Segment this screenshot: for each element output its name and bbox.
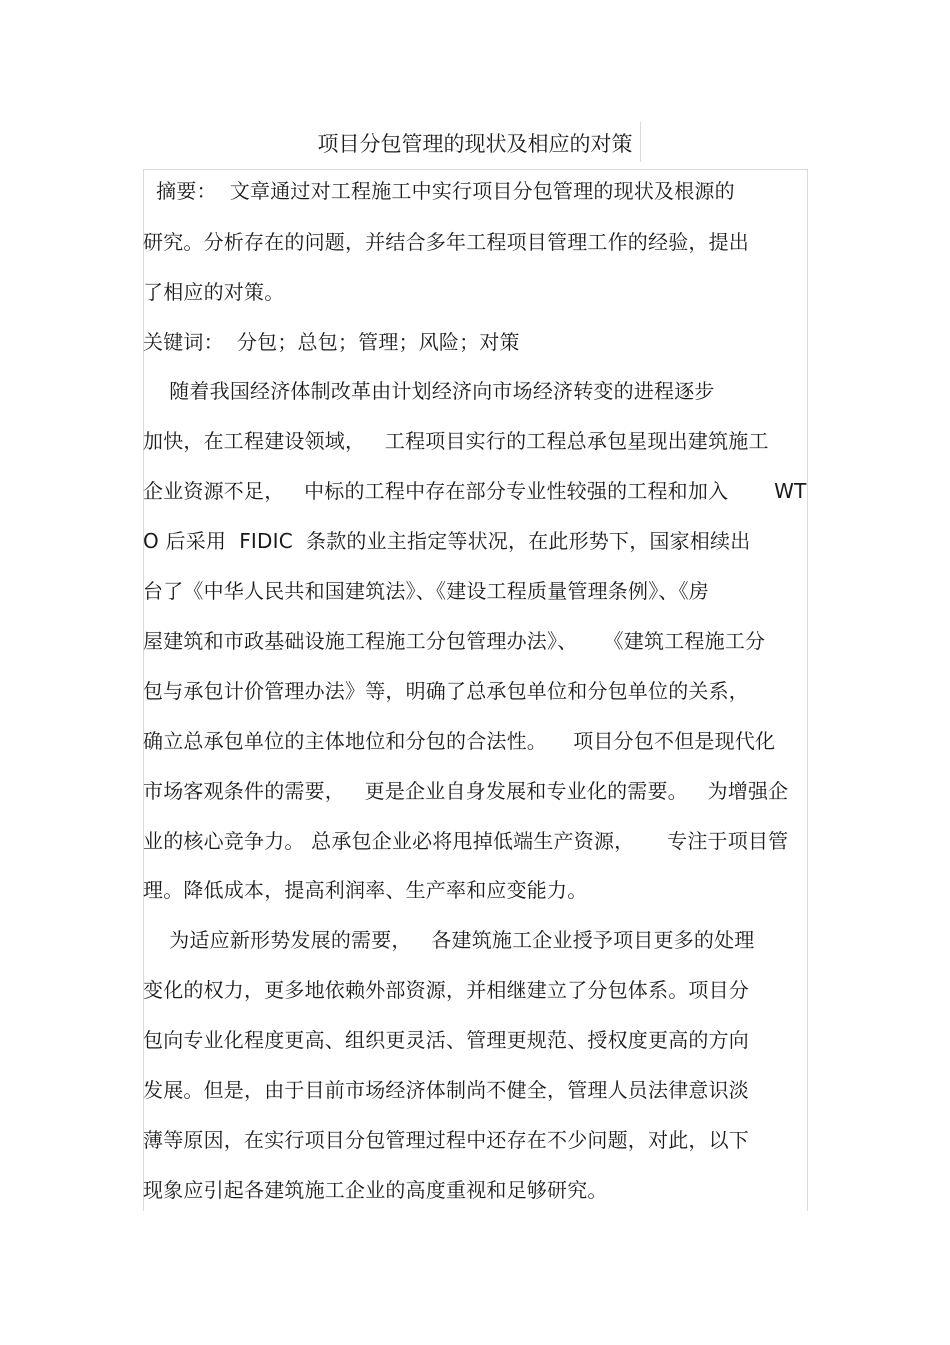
body-line: 薄等原因，在实行项目分包管理过程中还存在不少问题，对此，以下 [143, 1128, 749, 1152]
body-line: 屋建筑和市政基础设施工程施工分包管理办法》、 《建筑工程施工分 [143, 629, 766, 653]
body-line: 为适应新形势发展的需要， 各建筑施工企业授予项目更多的处理 [143, 928, 755, 952]
keywords-line: 关键词： 分包；总包；管理；风险；对策 [143, 330, 520, 354]
body-line: 研究。分析存在的问题，并结合多年工程项目管理工作的经验，提出 [143, 230, 749, 254]
body-line: 确立总承包单位的主体地位和分包的合法性。 项目分包不但是现代化 [143, 729, 776, 753]
document-title: 项目分包管理的现状及相应的对策 [317, 132, 633, 156]
body-line: O 后采用 FIDIC 条款的业主指定等状况，在此形势下，国家相续出 [143, 529, 751, 553]
body-line: 市场客观条件的需要， 更是企业自身发展和专业化的需要。 为增强企 [143, 779, 789, 803]
body-line: 理。降低成本，提高利润率、生产率和应变能力。 [143, 878, 588, 902]
body-line: 加快，在工程建设领域， 工程项目实行的工程总承包星现出建筑施工 [143, 429, 769, 453]
body-line: 包与承包计价管理办法》等，明确了总承包单位和分包单位的关系， [143, 679, 749, 703]
body-line: 发展。但是，由于目前市场经济体制尚不健全，管理人员法律意识淡 [143, 1078, 749, 1102]
body-line: 现象应引起各建筑施工企业的高度重视和足够研究。 [143, 1178, 608, 1202]
body-line: 随着我国经济体制改革由计划经济向市场经济转变的进程逐步 [143, 379, 715, 403]
frame-line-top [143, 169, 808, 170]
body-line: 企业资源不足， 中标的工程中存在部分专业性较强的工程和加入 WT [143, 479, 807, 503]
frame-line-right [807, 169, 808, 1211]
body-line: 了相应的对策。 [143, 280, 285, 304]
body-line: 包向专业化程度更高、组织更灵活、管理更规范、授权度更高的方向 [143, 1028, 749, 1052]
body-line: 摘要： 文章通过对工程施工中实行项目分包管理的现状及根源的 [143, 179, 735, 203]
body-line: 台了《中华人民共和国建筑法》、《建设工程质量管理条例》、《房 [143, 579, 709, 603]
body-line: 业的核心竞争力。 总承包企业必将甩掉低端生产资源， 专注于项目管 [143, 829, 789, 853]
body-line: 变化的权力，更多地依赖外部资源，并相继建立了分包体系。项目分 [143, 978, 749, 1002]
